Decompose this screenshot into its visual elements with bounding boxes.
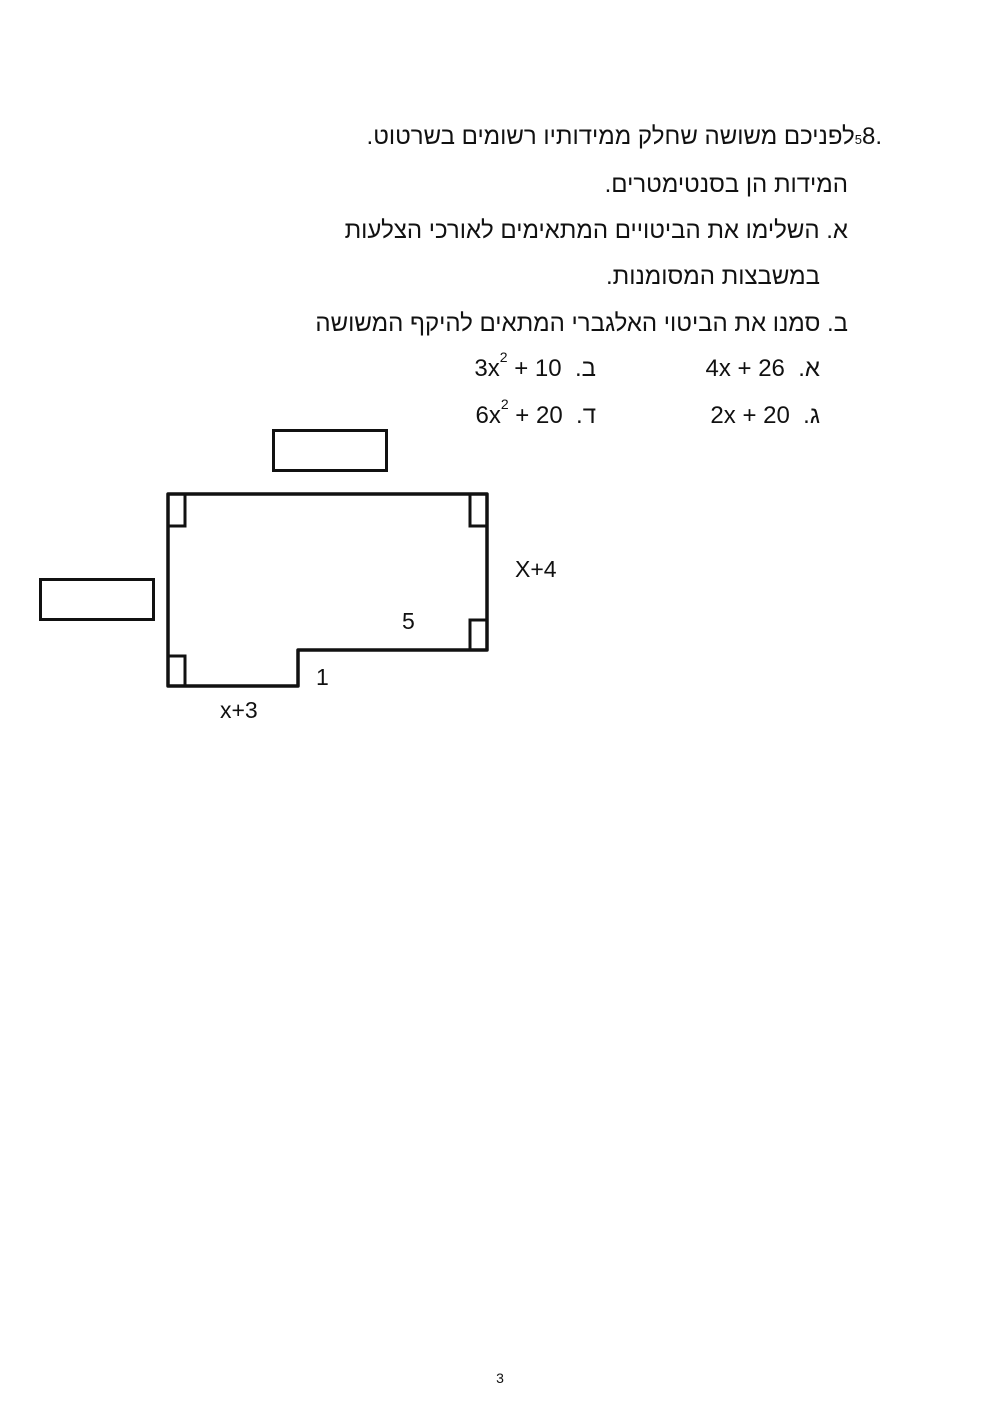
part-a-line-2: במשבצות המסומנות. <box>605 263 820 290</box>
question-number: 8. <box>861 123 882 150</box>
label-inner-side: 5 <box>402 608 415 634</box>
option-g-expr: 2x + 20 <box>710 402 790 429</box>
question-marker: 5 <box>854 132 862 147</box>
question-text-1: לפניכם משושה שחלק ממידותיו רשומים בשרטוט. <box>366 123 855 150</box>
option-d-rest: + 20 <box>508 402 563 429</box>
hexagon-outline <box>168 494 487 686</box>
right-angle-top-right <box>470 494 487 526</box>
option-d-letter: ד. <box>576 402 596 429</box>
label-bottom-side: x+3 <box>220 697 258 723</box>
option-g-letter: ג. <box>803 402 820 429</box>
page-number: 3 <box>496 1370 504 1386</box>
part-a-line-1: א. השלימו את הביטויים המתאימים לאורכי הצלעות <box>344 217 848 244</box>
question-line-2: המידות הן בסנטימטרים. <box>604 171 848 198</box>
option-b-rest: + 10 <box>507 355 562 382</box>
right-angle-bottom-left <box>168 656 185 686</box>
label-right-side: X+4 <box>515 556 557 582</box>
part-b-line: ב. סמנו את הביטוי האלגברי המתאים להיקף המשושה <box>315 310 848 337</box>
option-a-expr: 4x + 26 <box>705 355 785 382</box>
option-b-base: 3x <box>474 355 500 382</box>
answer-box-top-side[interactable] <box>272 429 388 472</box>
label-step-side: 1 <box>316 664 329 690</box>
option-b-exponent: 2 <box>499 349 508 365</box>
option-b-letter: ב. <box>574 355 596 382</box>
option-a-letter: א. <box>798 355 820 382</box>
right-angle-top-left <box>168 494 185 526</box>
option-d-exponent: 2 <box>500 396 509 412</box>
option-d-base: 6x <box>475 402 501 429</box>
right-angle-inner-right <box>470 620 487 650</box>
answer-box-left-side[interactable] <box>39 578 155 621</box>
